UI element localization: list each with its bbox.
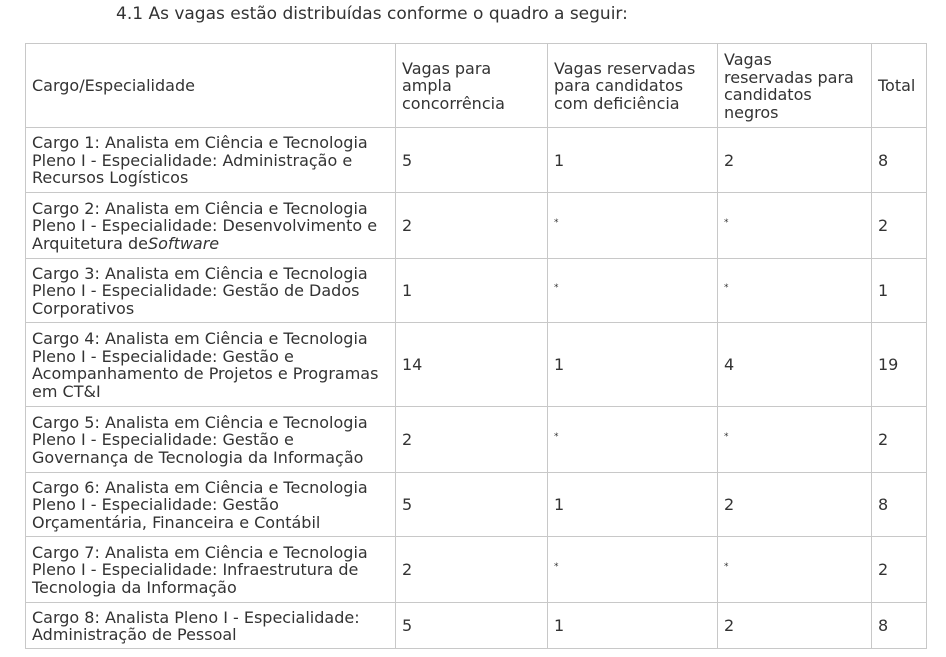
cargo-text: Cargo 1: Analista em Ciência e Tecnologia Pleno I - Especialidade: Administração e Recursos Logísticos: [32, 133, 368, 188]
deficiencia-value: 1: [554, 150, 565, 170]
total-cell: 1: [872, 259, 927, 323]
deficiencia-value: *: [554, 432, 559, 443]
deficiencia-cell: [548, 323, 718, 407]
header-total: Total: [872, 44, 927, 128]
cargo-text: Cargo 8: Analista Pleno I - Especialidade: Administração de Pessoal: [32, 607, 360, 644]
ampla-cell: 14: [396, 323, 548, 407]
negros-value: *: [724, 562, 729, 573]
deficiencia-value: 1: [554, 616, 565, 636]
cargo-text: Cargo 2: Analista em Ciência e Tecnologia Pleno I - Especialidade: Desenvolvimento e Arquitetura de: [32, 198, 378, 253]
cargo-cell: [26, 128, 396, 193]
cargo-text: Cargo 7: Analista em Ciência e Tecnologia Pleno I - Especialidade: Infraestrutura de Tecnologia da Informação: [32, 542, 368, 597]
ampla-cell: 5: [396, 603, 548, 649]
negros-value: *: [724, 432, 729, 443]
table-row: [26, 259, 927, 323]
cargo-cell: [26, 259, 396, 323]
deficiencia-cell: [548, 193, 718, 259]
deficiencia-cell: [548, 473, 718, 537]
cargo-italic-text: Software: [147, 233, 220, 253]
total-cell: 8: [872, 473, 927, 537]
negros-cell: [718, 473, 872, 537]
table-row: [26, 323, 927, 407]
negros-value: 2: [724, 616, 735, 636]
negros-cell: [718, 193, 872, 259]
cargo-text: Cargo 5: Analista em Ciência e Tecnologia Pleno I - Especialidade: Gestão e Governança de Tecnologia da Informação: [32, 412, 368, 467]
negros-cell: [718, 259, 872, 323]
total-cell: 8: [872, 603, 927, 649]
cargo-text: Cargo 6: Analista em Ciência e Tecnologia Pleno I - Especialidade: Gestão Orçamentária, Financeira e Contábil: [32, 477, 368, 532]
negros-cell: [718, 537, 872, 603]
cargo-text: Cargo 3: Analista em Ciência e Tecnologia Pleno I - Especialidade: Gestão de Dados Corporativos: [32, 263, 368, 318]
ampla-cell: 2: [396, 537, 548, 603]
table-row: [26, 473, 927, 537]
deficiencia-value: *: [554, 218, 559, 229]
deficiencia-cell: [548, 128, 718, 193]
total-cell: 8: [872, 128, 927, 193]
ampla-cell: 2: [396, 407, 548, 473]
cargo-cell: [26, 323, 396, 407]
deficiencia-value: 1: [554, 355, 565, 375]
total-cell: 19: [872, 323, 927, 407]
section-heading: 4.1 As vagas estão distribuídas conforme o quadro a seguir:: [116, 4, 628, 24]
total-cell: 2: [872, 407, 927, 473]
ampla-cell: 1: [396, 259, 548, 323]
table-row: [26, 407, 927, 473]
deficiencia-value: 1: [554, 495, 565, 515]
header-ampla-concorrencia: Vagas para ampla concorrência: [396, 44, 548, 128]
cargo-cell: [26, 603, 396, 649]
cargo-cell: [26, 473, 396, 537]
negros-value: 2: [724, 150, 735, 170]
table-header-row: [26, 44, 927, 128]
table-row: [26, 603, 927, 649]
header-vagas-negros: Vagas reservadas para candidatos negros: [718, 44, 872, 128]
deficiencia-cell: [548, 259, 718, 323]
deficiencia-value: *: [554, 283, 559, 294]
negros-cell: [718, 323, 872, 407]
table-row: [26, 193, 927, 259]
table-row: [26, 537, 927, 603]
negros-value: 4: [724, 355, 735, 375]
negros-cell: [718, 603, 872, 649]
deficiencia-cell: [548, 537, 718, 603]
negros-value: *: [724, 283, 729, 294]
header-cargo: Cargo/Especialidade: [26, 44, 396, 128]
deficiencia-cell: [548, 603, 718, 649]
cargo-cell: [26, 407, 396, 473]
ampla-cell: 2: [396, 193, 548, 259]
negros-cell: [718, 407, 872, 473]
cargo-text: Cargo 4: Analista em Ciência e Tecnologia Pleno I - Especialidade: Gestão e Acompanhamento de Projetos e Programas em CT&I: [32, 329, 379, 401]
table-row: [26, 128, 927, 193]
cargo-cell: [26, 537, 396, 603]
deficiencia-cell: [548, 407, 718, 473]
total-cell: 2: [872, 193, 927, 259]
ampla-cell: 5: [396, 128, 548, 193]
cargo-cell: [26, 193, 396, 259]
header-vagas-deficiencia: Vagas reservadas para candidatos com deficiência: [548, 44, 718, 128]
total-cell: 2: [872, 537, 927, 603]
deficiencia-value: *: [554, 562, 559, 573]
vacancy-table: [25, 43, 927, 649]
ampla-cell: 5: [396, 473, 548, 537]
negros-value: 2: [724, 495, 735, 515]
negros-value: *: [724, 218, 729, 229]
negros-cell: [718, 128, 872, 193]
